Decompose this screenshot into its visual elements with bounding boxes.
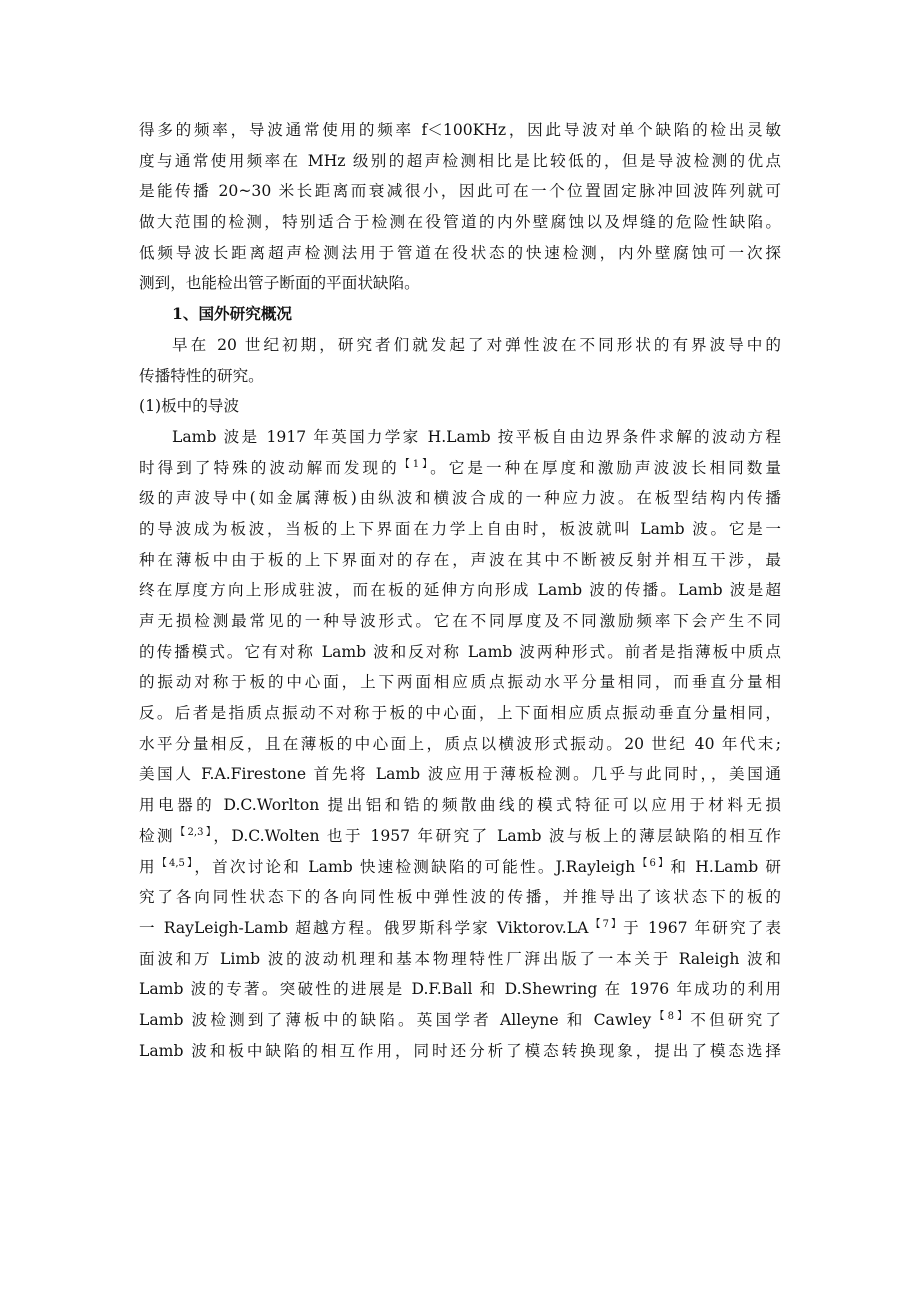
text-span: ，首次讨论和 Lamb 快速检测缺陷的可能性。J.Rayleigh <box>194 857 636 876</box>
text-span: 用 <box>139 857 157 876</box>
text-line: 究了各向同性状态下的各向同性板中弹性波的传播，并推导出了该状态下的板的 <box>139 888 781 907</box>
text-span: 和 H.Lamb 研 <box>670 857 782 876</box>
text-line: 美国人 F.A.Firestone 首先将 Lamb 波应用于薄板检测。几乎与此同时，，美国通 <box>139 765 781 784</box>
text-line <box>139 821 781 852</box>
text-line: 反。后者是指质点振动不对称于板的中心面，上下面相应质点振动垂直分量相同， <box>139 704 781 723</box>
document-page <box>139 115 781 1066</box>
citation-ref: 【6】 <box>635 857 671 869</box>
text-span: Lamb 波检测到了薄板中的缺陷。英国学者 Alleyne 和 Cawley <box>139 1010 652 1029</box>
subsection-heading: (1)板中的导波 <box>139 397 240 416</box>
text-span: 一 RayLeigh-Lamb 超越方程。俄罗斯科学家 Viktorov.LA <box>139 918 589 937</box>
text-line <box>139 1005 781 1036</box>
citation-ref: 【1】 <box>399 458 431 470</box>
citation-ref: 【2,3】 <box>175 826 214 838</box>
text-line: 早在 20 世纪初期，研究者们就发起了对弹性波在不同形状的有界波导中的 <box>172 335 781 354</box>
text-line: 级的声波导中(如金属薄板)由纵波和横波合成的一种应力波。在板型结构内传播 <box>139 489 781 508</box>
text-line: 的导波成为板波，当板的上下界面在力学上自由时，板波就叫 Lamb 波。它是一 <box>139 519 781 538</box>
text-line: 面波和万 Limb 波的波动机理和基本物理特性厂湃出版了一本关于 Raleigh 波和 <box>139 949 781 968</box>
citation-ref: 【7】 <box>588 918 624 930</box>
text-span: 时得到了特殊的波动解而发现的 <box>139 458 400 477</box>
text-line: 传播特性的研究。 <box>139 366 264 385</box>
text-line: 测到，也能检出管子断面的平面状缺陷。 <box>139 274 420 293</box>
paragraph-guided-wave-frequency <box>139 115 781 299</box>
text-line: 低频导波长距离超声检测法用于管道在役状态的快速检测，内外壁腐蚀可一次探 <box>139 243 781 262</box>
text-line: 的传播模式。它有对称 Lamb 波和反对称 Lamb 波两种形式。前者是指薄板中质点 <box>139 642 781 661</box>
text-span: ，D.C.Wolten 也于 1957 年研究了 Lamb 波与板上的薄层缺陷的相互作 <box>213 826 781 845</box>
text-line: 的振动对称于板的中心面，上下两面相应质点振动水平分量相同，而垂直分量相 <box>139 673 781 692</box>
text-line: 声无损检测最常见的一种导波形式。它在不同厚度及不同激励频率下会产生不同 <box>139 612 781 630</box>
text-line: 度与通常使用频率在 MHz 级别的超声检测相比是比较低的，但是导波检测的优点 <box>139 151 781 170</box>
text-line: Lamb 波是 1917 年英国力学家 H.Lamb 按平板自由边界条件求解的波动方程 <box>172 427 781 446</box>
text-span: 。它是一种在厚度和激励声波波长相同数量 <box>430 458 781 477</box>
paragraph-lamb-waves <box>139 422 781 1066</box>
text-line: 终在厚度方向上形成驻波，而在板的延伸方向形成 Lamb 波的传播。Lamb 波是超 <box>139 581 781 600</box>
text-line: Lamb 波的专著。突破性的进展是 D.F.Ball 和 D.Shewring 在 1976 年成功的利用 <box>139 980 781 999</box>
text-line: 水平分量相反，且在薄板的中心面上，质点以横波形式振动。20 世纪 40 年代末; <box>139 734 781 753</box>
text-line <box>139 913 781 944</box>
text-line: 是能传播 20~30 米长距离而衰减很小，因此可在一个位置固定脉冲回波阵列就可 <box>139 182 781 201</box>
citation-ref: 【8】 <box>651 1010 691 1022</box>
section-heading: 1、国外研究概况 <box>172 304 293 324</box>
citation-ref: 【4,5】 <box>156 857 195 869</box>
text-line <box>139 852 781 883</box>
text-line: 得多的频率，导波通常使用的频率 f＜100KHz，因此导波对单个缺陷的检出灵敏 <box>139 121 781 139</box>
text-span: 于 1967 年研究了表 <box>623 918 781 937</box>
text-line: Lamb 波和板中缺陷的相互作用，同时还分析了模态转换现象，提出了模态选择 <box>139 1041 781 1060</box>
text-span: 检测 <box>139 826 176 845</box>
text-line: 种在薄板中由于板的上下界面对的存在，声波在其中不断被反射并相互干涉，最 <box>139 550 781 569</box>
text-span: 不但研究了 <box>690 1010 781 1029</box>
text-line <box>139 453 781 484</box>
text-line: 用电器的 D.C.Worlton 提出铝和锆的频散曲线的模式特征可以应用于材料无损 <box>139 796 781 815</box>
paragraph-research-history <box>139 330 781 391</box>
text-line: 做大范围的检测，特别适合于检测在役管道的内外壁腐蚀以及焊缝的危险性缺陷。 <box>139 213 781 232</box>
